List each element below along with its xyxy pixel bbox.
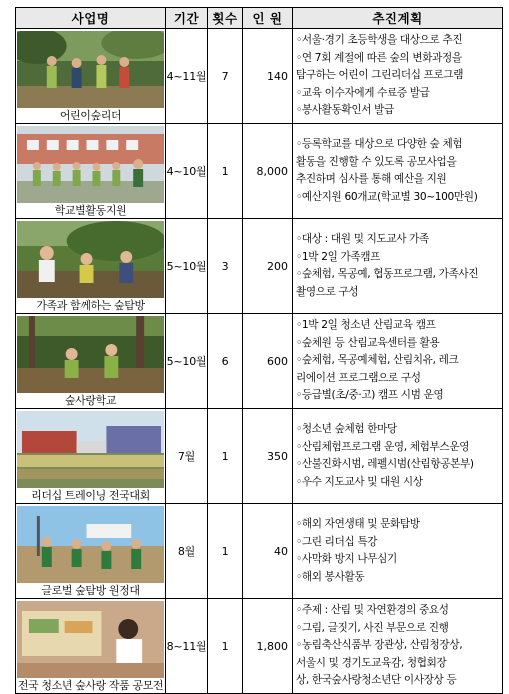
people-cell: 8,000 — [243, 124, 293, 219]
plan-line: ◦대상 : 대원 및 지도교사 가족 — [296, 233, 429, 245]
plan-cell — [293, 219, 503, 314]
table-row — [16, 29, 503, 124]
business-cell — [16, 124, 166, 219]
plan-line: ◦숲체험, 목공예, 협동프로그램, 가족사진 — [296, 268, 479, 280]
plan-line: ◦청소년 숲체험 한마당 — [296, 423, 397, 435]
business-name: 학교별활동지원 — [54, 203, 127, 217]
business-cell — [16, 29, 166, 124]
count-cell: 1 — [208, 599, 243, 694]
business-cell — [16, 314, 166, 409]
business-name: 가족과 함께하는 숲탐방 — [36, 298, 145, 312]
period-cell: 4~10월 — [166, 124, 208, 219]
plan-line: ◦예산지원 60개교(학교별 30~100만원) — [296, 190, 478, 203]
plan-line: 리에이션 프로그램으로 구성 — [296, 371, 421, 384]
leadership-training-photo — [17, 411, 164, 488]
plan-line: ◦1박 2일 청소년 산림교육 캠프 — [296, 319, 436, 332]
period-cell: 5~10월 — [166, 219, 208, 314]
plan-cell — [293, 314, 503, 409]
plan-line: ◦우수 지도교사 및 대원 시상 — [296, 475, 423, 488]
count-cell: 1 — [208, 409, 243, 504]
plan-line: ◦사막화 방지 나무심기 — [296, 553, 397, 565]
plan-cell — [293, 504, 503, 599]
header-people: 인 원 — [243, 8, 293, 29]
business-name: 리더십 트레이닝 전국대회 — [31, 488, 150, 502]
plan-line: ◦연 7회 계절에 따른 숲의 변화과정을 — [296, 51, 462, 64]
people-cell: 140 — [243, 29, 293, 124]
count-cell: 7 — [208, 29, 243, 124]
business-cell — [16, 219, 166, 314]
table-row — [16, 409, 503, 504]
plan-line: ◦숲체험, 목공예체험, 산림치유, 레크 — [296, 354, 459, 367]
people-cell: 40 — [243, 504, 293, 599]
plan-line: 촬영으로 구성 — [296, 285, 359, 298]
header-count: 횟수 — [208, 8, 243, 29]
period-cell: 5~10월 — [166, 314, 208, 409]
header-row — [16, 8, 503, 29]
table-row — [16, 599, 503, 694]
plan-cell — [293, 409, 503, 504]
period-cell: 8~11월 — [166, 599, 208, 694]
forest-children-photo — [17, 31, 164, 108]
art-contest-photo — [17, 601, 164, 678]
plan-line: ◦서울·경기 초등학생을 대상으로 추진 — [296, 34, 463, 47]
plan-line: 탐구하는 어린이 그린리더십 프로그램 — [296, 69, 464, 82]
table-row — [16, 219, 503, 314]
plan-line: ◦해외 자연생태 및 문화탐방 — [296, 518, 420, 530]
period-cell: 7월 — [166, 409, 208, 504]
plan-line: ◦1박 2일 가족캠프 — [296, 250, 381, 263]
count-cell: 1 — [208, 124, 243, 219]
plan-line: ◦봉사활동확인서 발급 — [296, 104, 394, 117]
header-business: 사업명 — [16, 8, 166, 29]
people-cell: 200 — [243, 219, 293, 314]
plan-line: 활동을 진행할 수 있도록 공모사업을 — [296, 155, 457, 168]
family-forest-photo — [17, 221, 164, 298]
plan-line: ◦등급별(초/중·고) 캠프 시범 운영 — [296, 389, 444, 402]
count-cell: 6 — [208, 314, 243, 409]
plan-line: ◦교육 이수자에게 수료증 발급 — [296, 86, 430, 99]
plan-line: 추진하며 심사를 통해 예산을 지원 — [296, 173, 447, 185]
table-row — [16, 124, 503, 219]
plan-line: ◦산불진화시범, 레펠시범(산림항공본부) — [296, 458, 474, 470]
business-name: 글로벌 숲탐방 원정대 — [41, 583, 140, 597]
plan-line: ◦숲체원 등 산림교육센터를 활용 — [296, 336, 440, 349]
header-plan: 추진계획 — [293, 8, 503, 29]
people-cell: 600 — [243, 314, 293, 409]
plan-line: ◦산림체험프로그램 운영, 체험부스운영 — [296, 440, 470, 453]
table-row — [16, 314, 503, 409]
business-name: 숲사랑학교 — [64, 393, 117, 407]
business-cell — [16, 409, 166, 504]
header-period: 기간 — [166, 8, 208, 29]
people-cell: 350 — [243, 409, 293, 504]
count-cell: 1 — [208, 504, 243, 599]
business-cell — [16, 599, 166, 694]
count-cell: 3 — [208, 219, 243, 314]
period-cell: 4~11월 — [166, 29, 208, 124]
plan-cell — [293, 124, 503, 219]
plan-cell — [293, 599, 503, 694]
business-name: 어린이숲리더 — [59, 108, 122, 122]
plan-line: ◦주제 : 산림 및 자연환경의 중요성 — [296, 604, 449, 617]
school-activity-photo — [17, 126, 164, 203]
plan-line: 서울시 및 경기도교육감, 청협회장 — [296, 656, 447, 669]
forest-school-photo — [17, 316, 164, 393]
plan-cell — [293, 29, 503, 124]
table-row — [16, 504, 503, 599]
business-name: 전국 청소년 숲사랑 작품 공모전 — [17, 678, 164, 692]
plan-line: ◦농림축산식품부 장관상, 산림청장상, — [296, 639, 463, 652]
business-cell — [16, 504, 166, 599]
plan-line: ◦그린 리더십 특강 — [296, 535, 378, 548]
program-table — [15, 7, 503, 694]
plan-line: 상, 한국숲사랑청소년단 이사장상 등 — [296, 674, 457, 687]
global-expedition-photo — [17, 506, 164, 583]
plan-line: ◦등록학교를 대상으로 다양한 숲 체험 — [296, 138, 463, 150]
plan-line: ◦해외 봉사활동 — [296, 570, 365, 583]
period-cell: 8월 — [166, 504, 208, 599]
people-cell: 1,800 — [243, 599, 293, 694]
plan-line: ◦그림, 글짓기, 사진 부문으로 진행 — [296, 621, 449, 634]
